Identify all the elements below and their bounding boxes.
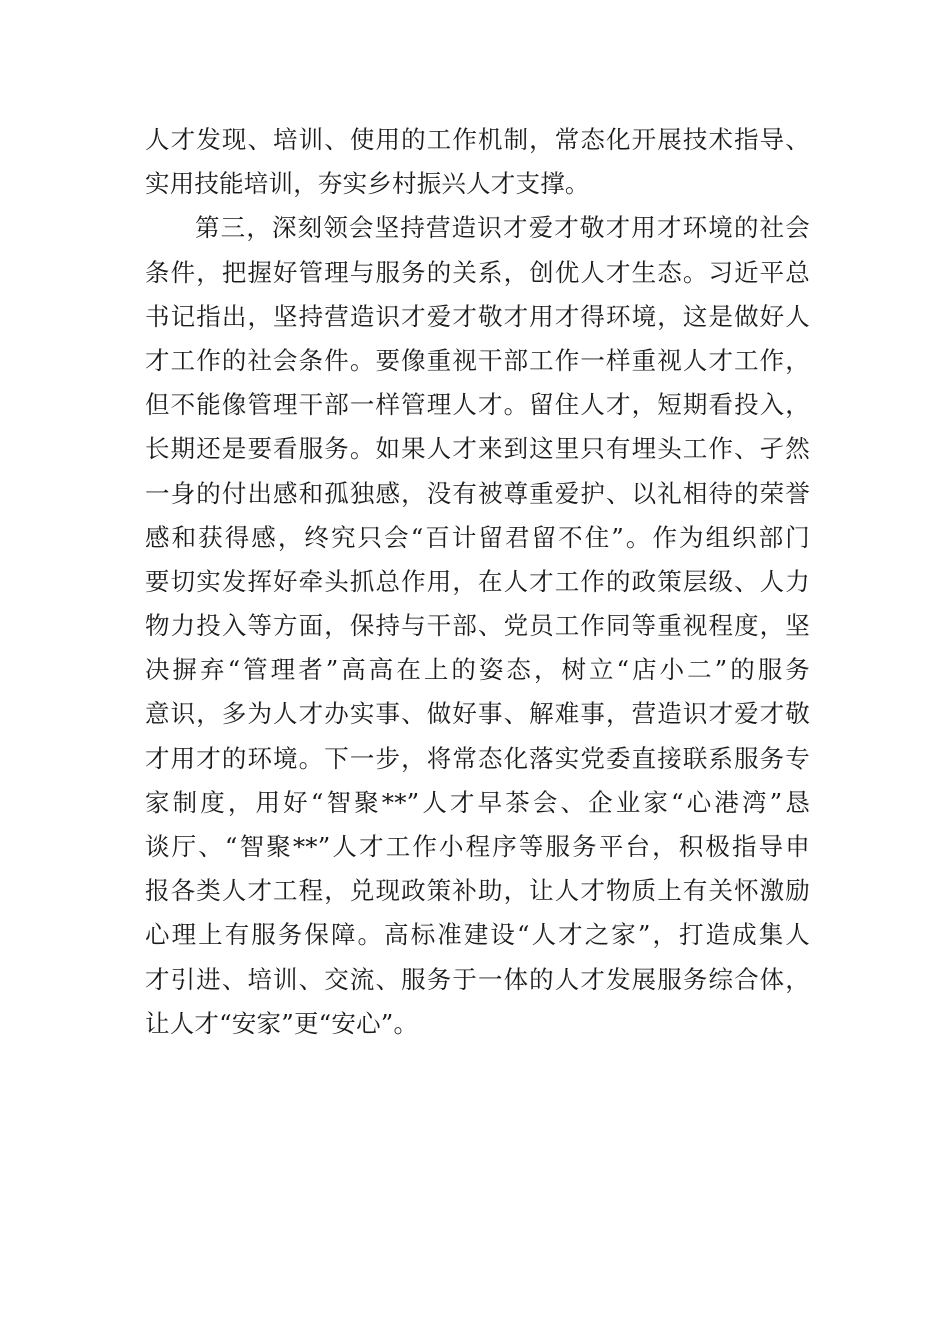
text-line: 才用才的环境。下一步，将常态化落实党委直接联系服务专 [145, 743, 810, 773]
text-line: 长期还是要看服务。如果人才来到这里只有埋头工作、孑然 [145, 434, 810, 464]
text-line: 条件，把握好管理与服务的关系，创优人才生态。习近平总 [145, 257, 810, 287]
text-line: 决摒弃“管理者”高高在上的姿态，树立“店小二”的服务 [145, 655, 810, 685]
text-line: 人才发现、培训、使用的工作机制，常态化开展技术指导、 [145, 125, 810, 154]
text-line: 才工作的社会条件。要像重视干部工作一样重视人才工作， [145, 345, 810, 375]
text-line: 家制度，用好“智聚**”人才早茶会、企业家“心港湾”恳 [145, 787, 810, 817]
document-body [145, 118, 810, 1046]
text-line: 让人才“安家”更“安心”。 [145, 1008, 419, 1038]
text-line: 报各类人才工程，兑现政策补助，让人才物质上有关怀激励 [145, 876, 810, 906]
text-line: 要切实发挥好牵头抓总作用，在人才工作的政策层级、人力 [145, 566, 810, 596]
text-line: 谈厅、“智聚**”人才工作小程序等服务平台，积极指导申 [145, 832, 810, 861]
text-line: 感和获得感，终究只会“百计留君留不住”。作为组织部门 [145, 522, 810, 552]
text-line: 但不能像管理干部一样管理人才。留住人才，短期看投入， [145, 390, 810, 420]
text-line: 实用技能培训，夯实乡村振兴人才支撑。 [145, 169, 590, 199]
text-line: 书记指出，坚持营造识才爱才敬才用才得环境，这是做好人 [145, 301, 810, 331]
text-line: 一身的付出感和孤独感，没有被尊重爱护、以礼相待的荣誉 [145, 478, 810, 508]
text-line: 心理上有服务保障。高标准建设“人才之家”，打造成集人 [145, 920, 810, 950]
text-line: 意识，多为人才办实事、做好事、解难事，营造识才爱才敬 [145, 699, 810, 729]
paragraph-first-line: 第三，深刻领会坚持营造识才爱才敬才用才环境的社会 [195, 213, 810, 243]
text-line: 物力投入等方面，保持与干部、党员工作同等重视程度，坚 [145, 611, 810, 641]
text-line: 才引进、培训、交流、服务于一体的人才发展服务综合体， [145, 964, 810, 994]
